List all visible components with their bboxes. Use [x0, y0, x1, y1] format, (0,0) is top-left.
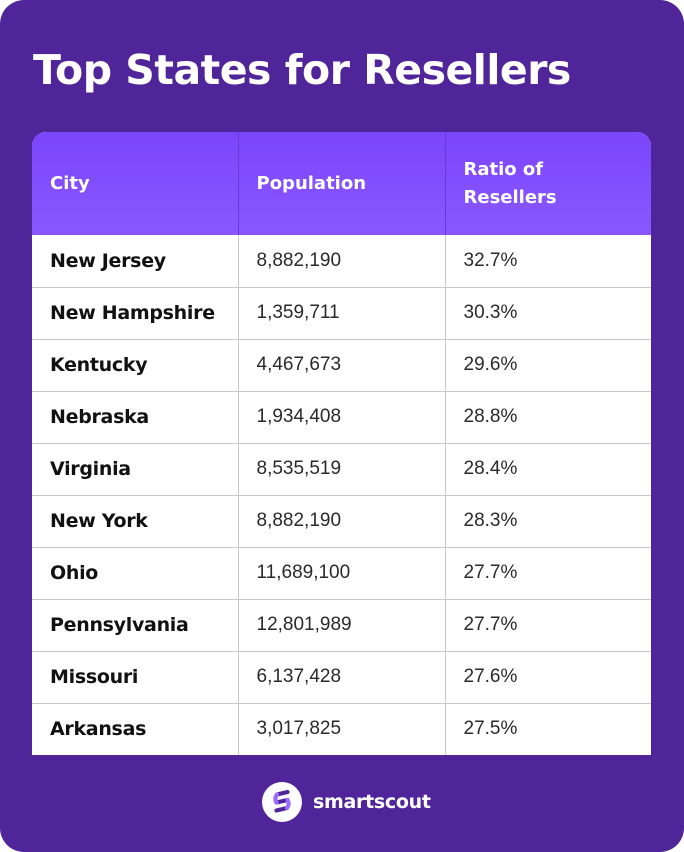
table-row — [32, 287, 651, 339]
cell-population: 11,689,100 — [238, 547, 445, 599]
cell-city: Nebraska — [32, 391, 238, 443]
cell-population: 8,882,190 — [238, 235, 445, 287]
cell-city: Arkansas — [32, 703, 238, 755]
cell-ratio: 28.8% — [445, 391, 651, 443]
smartscout-logo-icon — [262, 782, 302, 822]
table-row — [32, 495, 651, 547]
cell-ratio: 27.7% — [445, 599, 651, 651]
cell-ratio: 27.5% — [463, 718, 518, 740]
table-row — [32, 703, 651, 755]
page-title: Top States for Resellers — [33, 46, 571, 94]
table-row — [32, 443, 651, 495]
cell-city: New York — [32, 495, 238, 547]
cell-ratio: 29.6% — [445, 339, 651, 391]
brand-footer — [262, 782, 431, 822]
cell-city: Virginia — [32, 443, 238, 495]
cell-population: 8,882,190 — [238, 495, 445, 547]
cell-population: 1,934,408 — [238, 391, 445, 443]
cell-city: Ohio — [32, 547, 238, 599]
table-row — [32, 339, 651, 391]
cell-population: 12,801,989 — [238, 599, 445, 651]
table-row — [32, 235, 651, 287]
header-city: City — [32, 132, 238, 235]
table-row — [32, 651, 651, 703]
cell-ratio: 32.7% — [445, 235, 651, 287]
table-row — [32, 547, 651, 599]
header-population: Population — [238, 132, 445, 235]
table-row — [32, 391, 651, 443]
cell-population: 4,467,673 — [238, 339, 445, 391]
cell-population: 6,137,428 — [238, 651, 445, 703]
cell-city: New Jersey — [32, 235, 238, 287]
brand-name: smartscout — [313, 791, 431, 813]
cell-city: New Hampshire — [32, 287, 238, 339]
table-row — [32, 599, 651, 651]
cell-population: 1,359,711 — [238, 287, 445, 339]
cell-ratio: 28.4% — [445, 443, 651, 495]
states-table-container — [32, 132, 651, 755]
header-ratio — [445, 132, 651, 235]
table-header-row — [32, 132, 651, 235]
cell-ratio: 30.3% — [445, 287, 651, 339]
cell-ratio: 27.6% — [445, 651, 651, 703]
states-table — [32, 132, 651, 755]
cell-ratio: 28.3% — [445, 495, 651, 547]
header-ratio-label: Ratio of Resellers — [463, 158, 557, 208]
cell-city: Missouri — [32, 651, 238, 703]
cell-ratio: 27.7% — [445, 547, 651, 599]
cell-population: 3,017,825 — [238, 703, 445, 755]
cell-city: Pennsylvania — [32, 599, 238, 651]
cell-city: Kentucky — [32, 339, 238, 391]
cell-population: 8,535,519 — [238, 443, 445, 495]
